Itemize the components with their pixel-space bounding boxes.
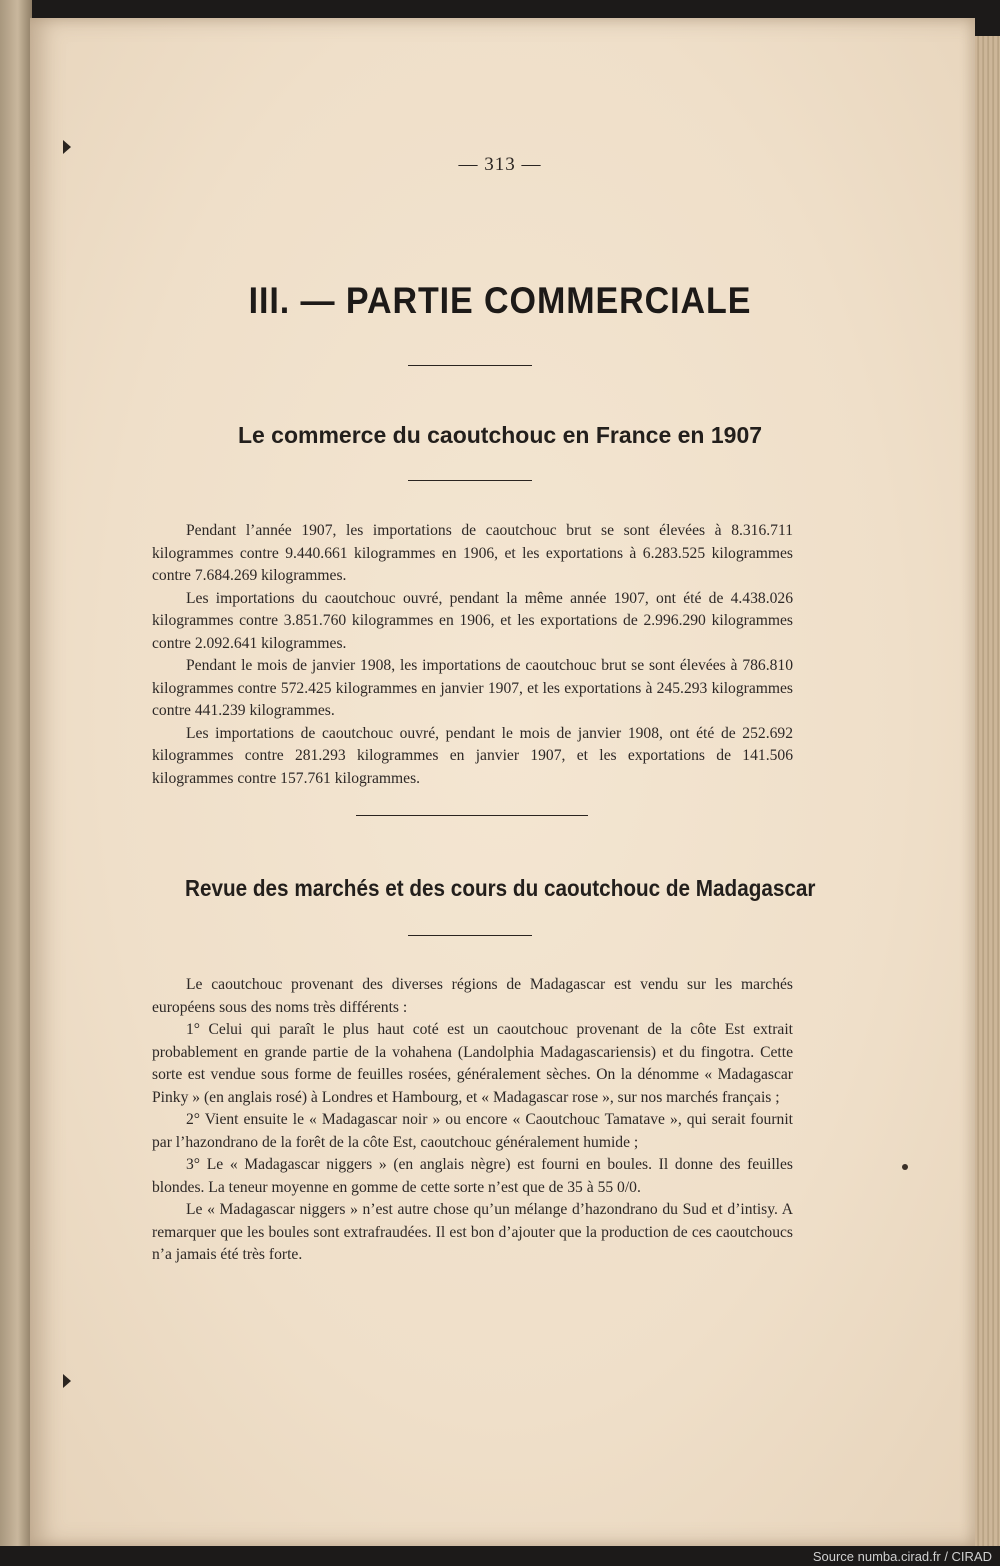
source-credit: Source numba.cirad.fr / CIRAD: [812, 1549, 992, 1564]
section-title-madagascar: [30, 875, 970, 902]
section-title-text: Revue des marchés et des cours du caoutchouc de Madagascar: [184, 875, 816, 901]
paragraph: Les importations de caoutchouc ouvré, pendant le mois de janvier 1908, ont été de 252.692 kilogrammes contre 281.293 kilogrammes en janvier 1907, et les exportations de 141.506 kilogrammes contre 157.761 kilogrammes.: [152, 724, 793, 787]
paragraph: Pendant le mois de janvier 1908, les importations de caoutchouc brut se sont élevées à 786.810 kilogrammes contre 572.425 kilogrammes en janvier 1907, et les exportations à 245.293 kilogrammes contre 441.239 kilogrammes.: [152, 657, 793, 719]
paragraph: 1° Celui qui paraît le plus haut coté est un caoutchouc provenant de la côte Est extrait probablement en grande partie de la vohahena (Landolphia Madagascariensis) et du fingotra. Cette sorte est vendue sous forme de feuilles rosées, généralement sèches. On la dénomme « Madagascar Pinky » (en anglais rosé) à Londres et Hambourg, et « Madagascar rose », sur nos marchés français ;: [152, 1021, 793, 1106]
binding-mark: [63, 1374, 71, 1388]
divider-rule: [408, 935, 532, 936]
commerce-body: [152, 520, 793, 790]
paragraph: 2° Vient ensuite le « Madagascar noir » ou encore « Caoutchouc Tamatave », qui serait fournit par l’hazondrano de la forêt de la côte Est, caoutchouc généralement humide ;: [152, 1111, 793, 1151]
binding-mark: [63, 140, 71, 154]
book-page: [30, 18, 975, 1546]
part-title: III. — PARTIE COMMERCIALE: [248, 280, 752, 321]
divider-rule: [408, 365, 532, 366]
page-number: — 313 —: [458, 154, 542, 175]
divider-rule: [408, 480, 532, 481]
section-divider-rule: [356, 815, 588, 816]
ink-speck: [902, 1164, 908, 1170]
section-title-commerce: Le commerce du caoutchouc en France en 1907: [237, 422, 763, 448]
madagascar-body: [152, 974, 793, 1267]
paragraph: Le caoutchouc provenant des diverses régions de Madagascar est vendu sur les marchés européens sous des noms très différents :: [152, 976, 793, 1016]
paragraph: Le « Madagascar niggers » n’est autre chose qu’un mélange d’hazondrano du Sud et d’intisy. A remarquer que les boules sont extrafraudées. Il est bon d’ajouter que la production de ces caoutchoucs n’a jamais été très forte.: [152, 1201, 793, 1263]
paragraph: 3° Le « Madagascar niggers » (en anglais nègre) est fourni en boules. Il donne des feuilles blondes. La teneur moyenne en gomme de cette sorte n’est que de 35 à 55 0/0.: [152, 1156, 793, 1196]
paragraph: Pendant l’année 1907, les importations de caoutchouc brut se sont élevées à 8.316.711 kilogrammes contre 9.440.661 kilogrammes en 1906, et les exportations à 6.283.525 kilogrammes contre 7.684.269 kilogrammes.: [152, 522, 793, 584]
paragraph: Les importations du caoutchouc ouvré, pendant la même année 1907, ont été de 4.438.026 kilogrammes contre 3.851.760 kilogrammes en 1906, et les exportations de 2.996.290 kilogrammes contre 2.092.641 kilogrammes.: [152, 589, 793, 652]
facing-page-edge: [0, 0, 32, 1546]
